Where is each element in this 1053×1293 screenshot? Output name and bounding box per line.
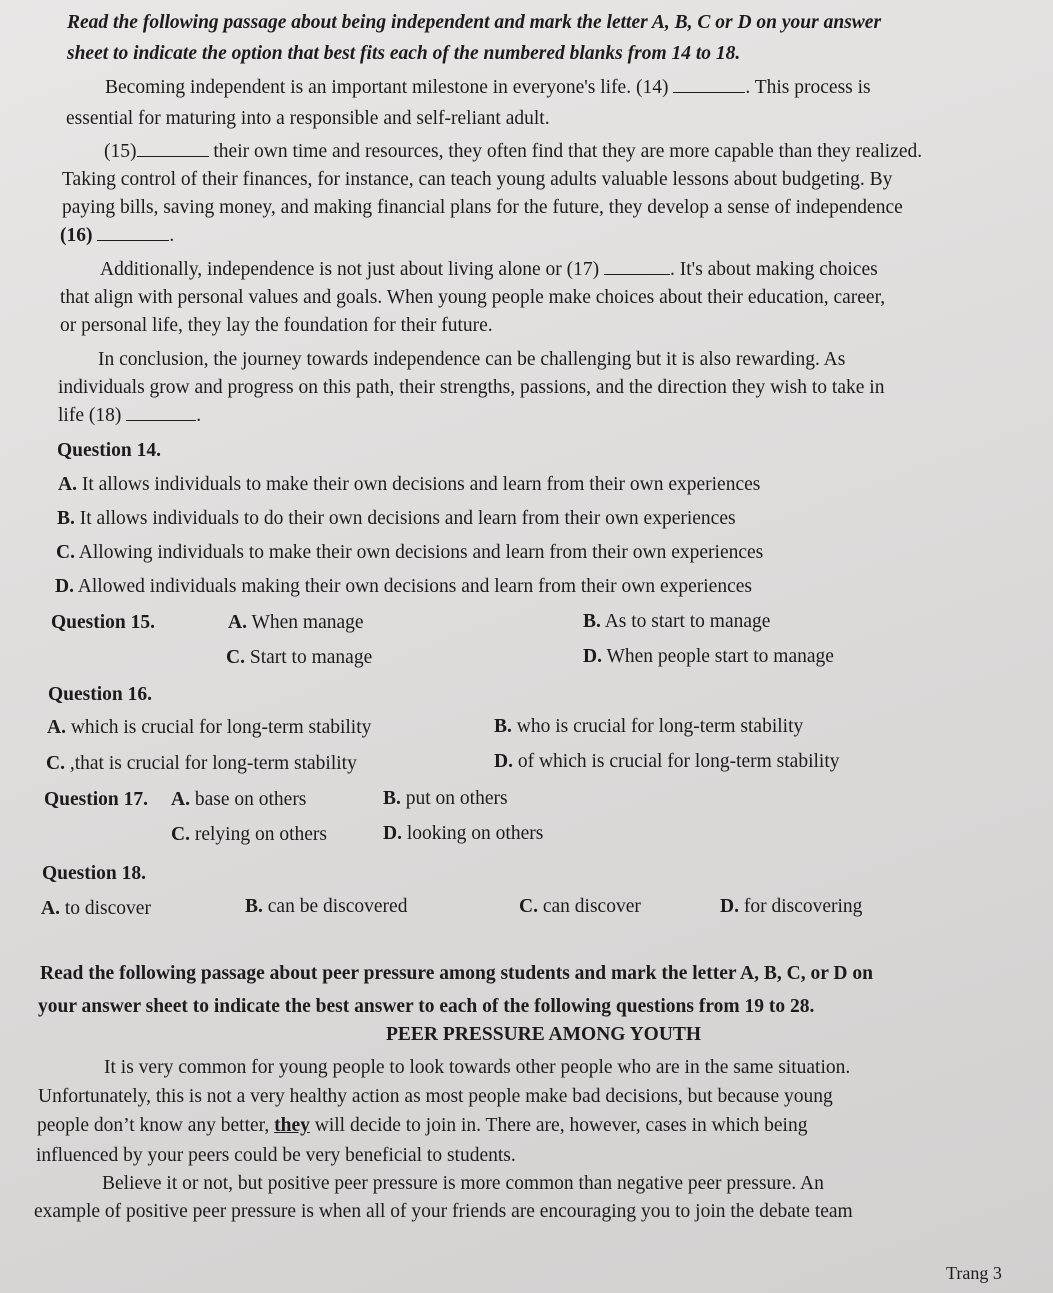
question-15-label: Question 15. [51,612,156,633]
blank-18[interactable] [126,419,196,421]
q16-option-a[interactable]: A. which is crucial for long-term stability [47,717,372,738]
section1-instruction-line1: Read the following passage about being independent and mark the letter A, B, C or D on your answer [67,12,882,33]
underlined-word-they[interactable]: they [274,1115,310,1136]
passage-line: that align with personal values and goals. When young people make choices about their education, career, [60,287,886,308]
q15-option-d[interactable]: D. When people start to manage [583,646,834,667]
passage-line: In conclusion, the journey towards independence can be challenging but it is also rewarding. As [98,349,846,370]
q15-option-a[interactable]: A. When manage [228,612,364,633]
blank-14[interactable] [673,91,745,93]
passage-line: or personal life, they lay the foundation for their future. [60,315,493,336]
q16-option-d[interactable]: D. of which is crucial for long-term stability [494,751,840,772]
section1-instruction-line2: sheet to indicate the option that best fits each of the numbered blanks from 14 to 18. [67,43,741,64]
passage-line: essential for maturing into a responsible and self-reliant adult. [66,108,550,129]
passage-line: individuals grow and progress on this path, their strengths, passions, and the direction they wish to take in [58,377,885,398]
blank-16[interactable] [97,239,169,241]
q14-option-b[interactable]: B. It allows individuals to do their own decisions and learn from their own experiences [57,508,736,529]
q18-option-a[interactable]: A. to discover [41,898,151,919]
q18-option-b[interactable]: B. can be discovered [245,896,408,917]
q15-option-c[interactable]: C. Start to manage [226,647,373,668]
blank-17[interactable] [604,273,670,275]
passage-line: (16) . [60,225,175,246]
passage-line: Becoming independent is an important milestone in everyone's life. (14) . This process is [105,77,871,98]
question-17-label: Question 17. [44,789,149,810]
q18-option-c[interactable]: C. can discover [519,896,641,917]
q18-option-d[interactable]: D. for discovering [720,896,863,917]
blank-15[interactable] [137,155,209,157]
section2-instruction-line2: your answer sheet to indicate the best answer to each of the following questions from 19 to 28. [38,996,815,1017]
question-16-label: Question 16. [48,684,153,705]
passage-line: influenced by your peers could be very beneficial to students. [36,1145,516,1166]
q14-option-d[interactable]: D. Allowed individuals making their own decisions and learn from their own experiences [55,576,752,597]
q14-option-c[interactable]: C. Allowing individuals to make their own decisions and learn from their own experiences [56,542,764,563]
passage-line: life (18) . [58,405,202,426]
passage-line: (15) their own time and resources, they often find that they are more capable than they realized. [104,141,923,162]
section2-instruction-line1: Read the following passage about peer pressure among students and mark the letter A, B, C, or D on [40,963,873,984]
q17-option-b[interactable]: B. put on others [383,788,508,809]
passage-line: Unfortunately, this is not a very healthy action as most people make bad decisions, but because young [38,1086,833,1107]
q17-option-d[interactable]: D. looking on others [383,823,544,844]
q14-option-a[interactable]: A. It allows individuals to make their own decisions and learn from their own experiences [58,474,761,495]
passage-line: Believe it or not, but positive peer pressure is more common than negative peer pressure. An [102,1173,824,1194]
passage-line: people don’t know any better, they will decide to join in. There are, however, cases in which being [37,1115,808,1136]
q17-option-c[interactable]: C. relying on others [171,824,327,845]
passage-line: Additionally, independence is not just about living alone or (17) . It's about making choices [100,259,878,280]
q16-option-c[interactable]: C. ,that is crucial for long-term stability [46,753,357,774]
question-18-label: Question 18. [42,863,147,884]
passage-line: Taking control of their finances, for instance, can teach young adults valuable lessons about budgeting. By [62,169,893,190]
passage-line: example of positive peer pressure is when all of your friends are encouraging you to join the debate team [34,1201,853,1222]
question-14-label: Question 14. [57,440,162,461]
passage-title: PEER PRESSURE AMONG YOUTH [386,1024,702,1045]
passage-line: It is very common for young people to look towards other people who are in the same situation. [104,1057,851,1078]
page-number: Trang 3 [946,1263,1002,1283]
q15-option-b[interactable]: B. As to start to manage [583,611,771,632]
passage-line: paying bills, saving money, and making financial plans for the future, they develop a sense of independence [62,197,903,218]
q16-option-b[interactable]: B. who is crucial for long-term stability [494,716,804,737]
q17-option-a[interactable]: A. base on others [171,789,307,810]
